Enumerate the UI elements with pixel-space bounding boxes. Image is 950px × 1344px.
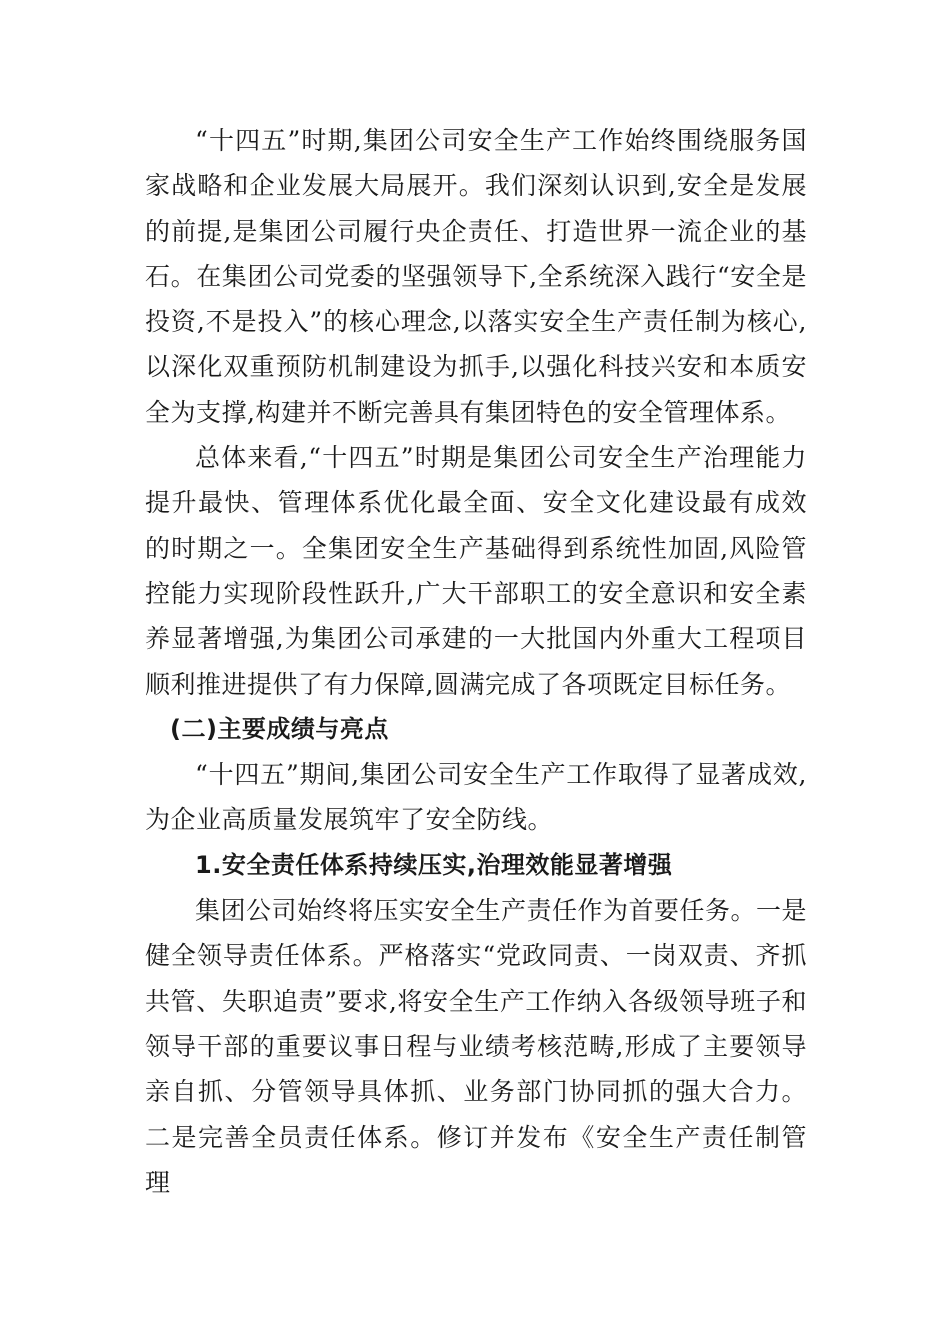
paragraph-overview: “十四五”时期,集团公司安全生产工作始终围绕服务国家战略和企业发展大局展开。我们深刻认识到,安全是发展的前提,是集团公司履行央企责任、打造世界一流企业的基石。在集团公司党委的坚强领导下,全系统深入践行“安全是投资,不是投入”的核心理念,以落实安全生产责任制为核心,以深化双重预防机制建设为抓手,以强化科技兴安和本质安全为支撑,构建并不断完善具有集团特色的安全管理体系。	[145, 126, 807, 427]
subheading-responsibility-system: 1.安全责任体系持续压实,治理效能显著增强	[195, 850, 673, 879]
paragraph-achievements-intro: “十四五”期间,集团公司安全生产工作取得了显著成效,为企业高质量发展筑牢了安全防线。	[145, 760, 807, 835]
paragraph-summary: 总体来看,“十四五”时期是集团公司安全生产治理能力提升最快、管理体系优化最全面、安全文化建设最有成效的时期之一。全集团安全生产基础得到系统性加固,风险管控能力实现阶段性跃升,广大干部职工的安全意识和安全素养显著增强,为集团公司承建的一大批国内外重大工程项目顺利推进提供了有力保障,圆满完成了各项既定目标任务。	[145, 443, 807, 699]
paragraph-responsibility-system: 集团公司始终将压实安全生产责任作为首要任务。一是健全领导责任体系。严格落实“党政同责、一岗双责、齐抓共管、失职追责”要求,将安全生产工作纳入各级领导班子和领导干部的重要议事日程与业绩考核范畴,形成了主要领导亲自抓、分管领导具体抓、业务部门协同抓的强大合力。二是完善全员责任体系。修订并发布《安全生产责任制管理	[145, 896, 808, 1197]
document-page	[145, 118, 807, 1205]
section-heading-achievements: (二)主要成绩与亮点	[170, 714, 389, 743]
